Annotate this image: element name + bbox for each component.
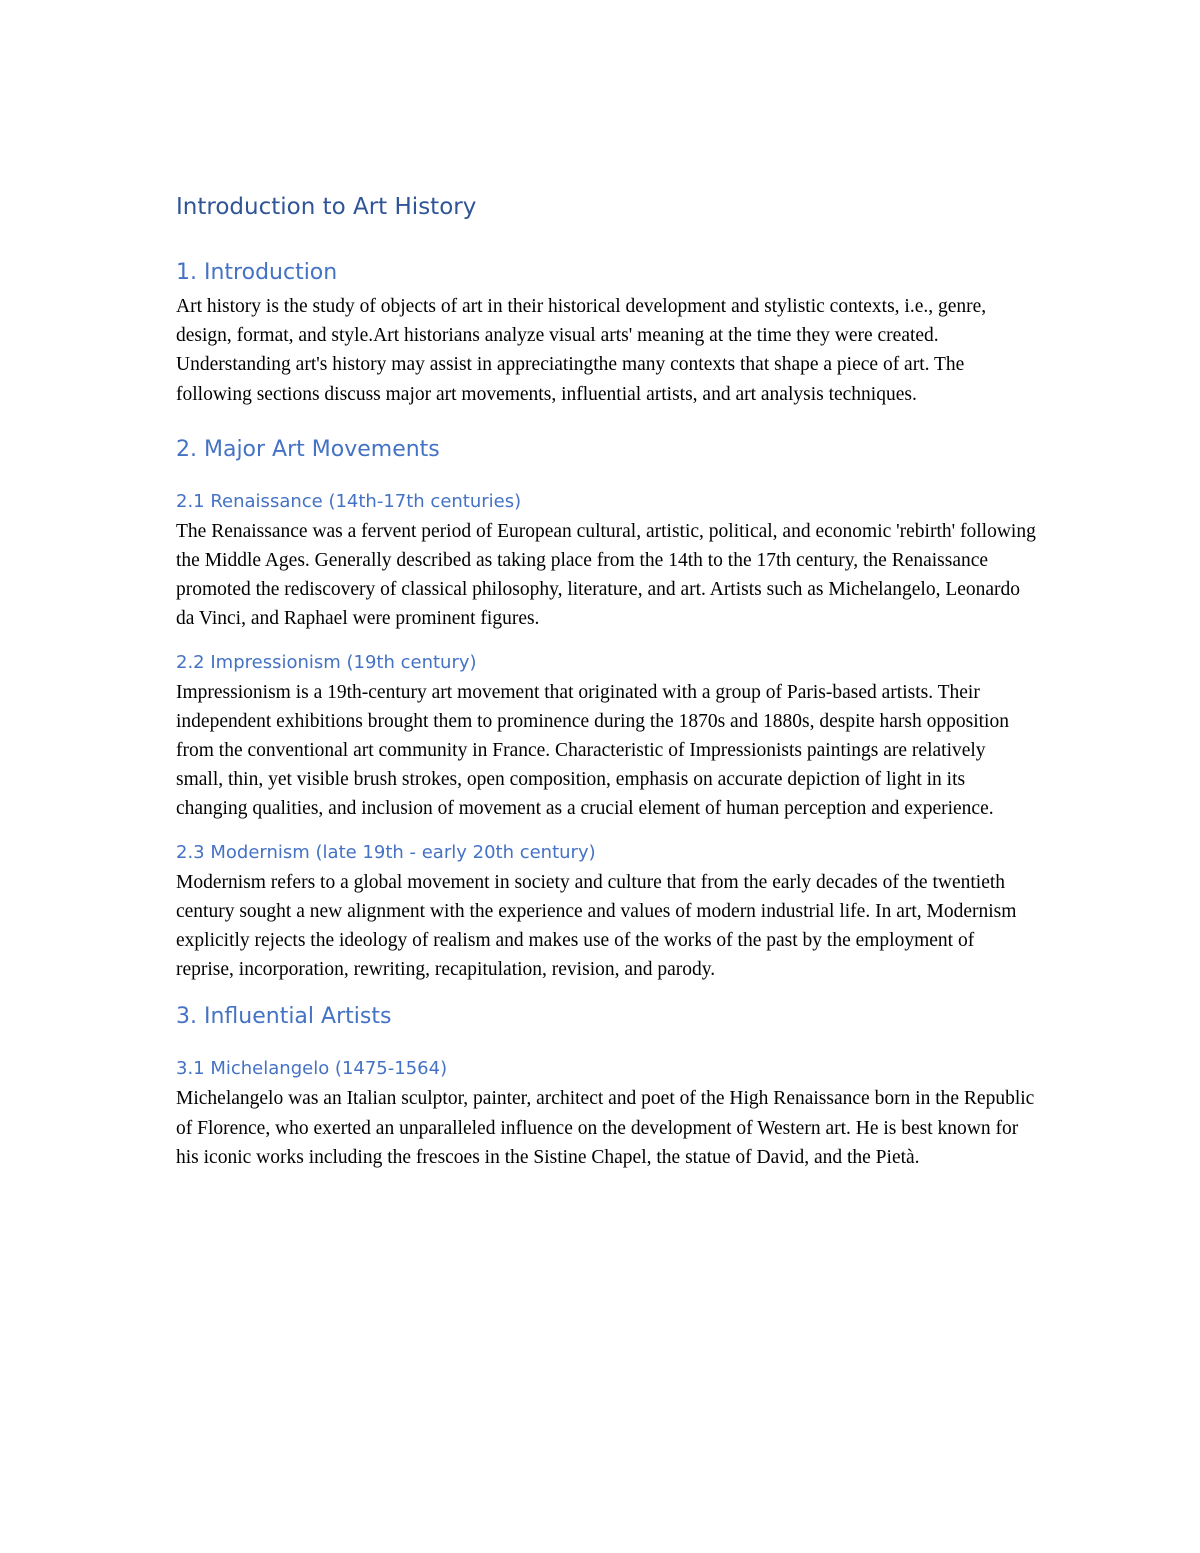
section-paragraph: Art history is the study of objects of art in their historical development and stylistic contexts, i.e., genre, design, format, and style.Art historians analyze visual arts' meaning at the time they were created. Understanding art's history may assist in appreciatingthe many contexts that shape a piece of art. The following sections discuss major art movements, influential artists, and art analysis techniques. — [176, 296, 987, 405]
document-body — [176, 188, 1036, 1186]
subsection-modernism — [176, 838, 1036, 985]
subsection-heading: 2.1 Renaissance (14th-17th centuries) — [176, 490, 522, 512]
section-influential-artists — [176, 998, 1036, 1172]
section-heading: 1. Introduction — [176, 260, 338, 285]
subsection-impressionism — [176, 648, 1036, 824]
subsection-paragraph: The Renaissance was a fervent period of European cultural, artistic, political, and economic 'rebirth' following the Middle Ages. Generally described as taking place from the 14th to the 17th century, the Renaissance promoted the rediscovery of classical philosophy, literature, and art. Artists such as Michelangelo, Leonardo da Vinci, and Raphael were prominent figures. — [176, 520, 1036, 630]
subsection-renaissance — [176, 487, 1036, 634]
subsection-heading: 3.1 Michelangelo (1475-1564) — [176, 1058, 448, 1080]
subsection-paragraph: Michelangelo was an Italian sculptor, painter, architect and poet of the High Renaissance born in the Republic of Florence, who exerted an unparalleled influence on the development of Western art. He is best known for his iconic works including the frescoes in the Sistine Chapel, the statue of David, and the Pietà. — [176, 1088, 1035, 1168]
section-introduction — [176, 254, 1036, 409]
subsection-paragraph: Modernism refers to a global movement in society and culture that from the early decades of the twentieth century sought a new alignment with the experience and values of modern industrial life. In art, Modernism explicitly rejects the ideology of realism and makes use of the works of the past by the employment of reprise, incorporation, rewriting, recapitulation, revision, and parody. — [176, 871, 1017, 981]
document-title: Introduction to Art History — [176, 194, 477, 220]
section-heading: 3. Influential Artists — [176, 1004, 392, 1030]
subsection-heading: 2.3 Modernism (late 19th - early 20th century) — [176, 841, 596, 863]
section-heading: 2. Major Art Movements — [176, 436, 440, 462]
section-major-art-movements — [176, 431, 1036, 985]
subsection-michelangelo — [176, 1054, 1036, 1172]
subsection-paragraph: Impressionism is a 19th-century art movement that originated with a group of Paris-based artists. Their independent exhibitions brought them to prominence during the 1870s and 1880s, despite harsh opposition from the conventional art community in France. Characteristic of Impressionists paintings are relatively small, thin, yet visible brush strokes, open composition, emphasis on accurate depiction of light in its changing qualities, and inclusion of movement as a crucial element of human perception and experience. — [176, 681, 1009, 820]
subsection-heading: 2.2 Impressionism (19th century) — [176, 651, 477, 673]
